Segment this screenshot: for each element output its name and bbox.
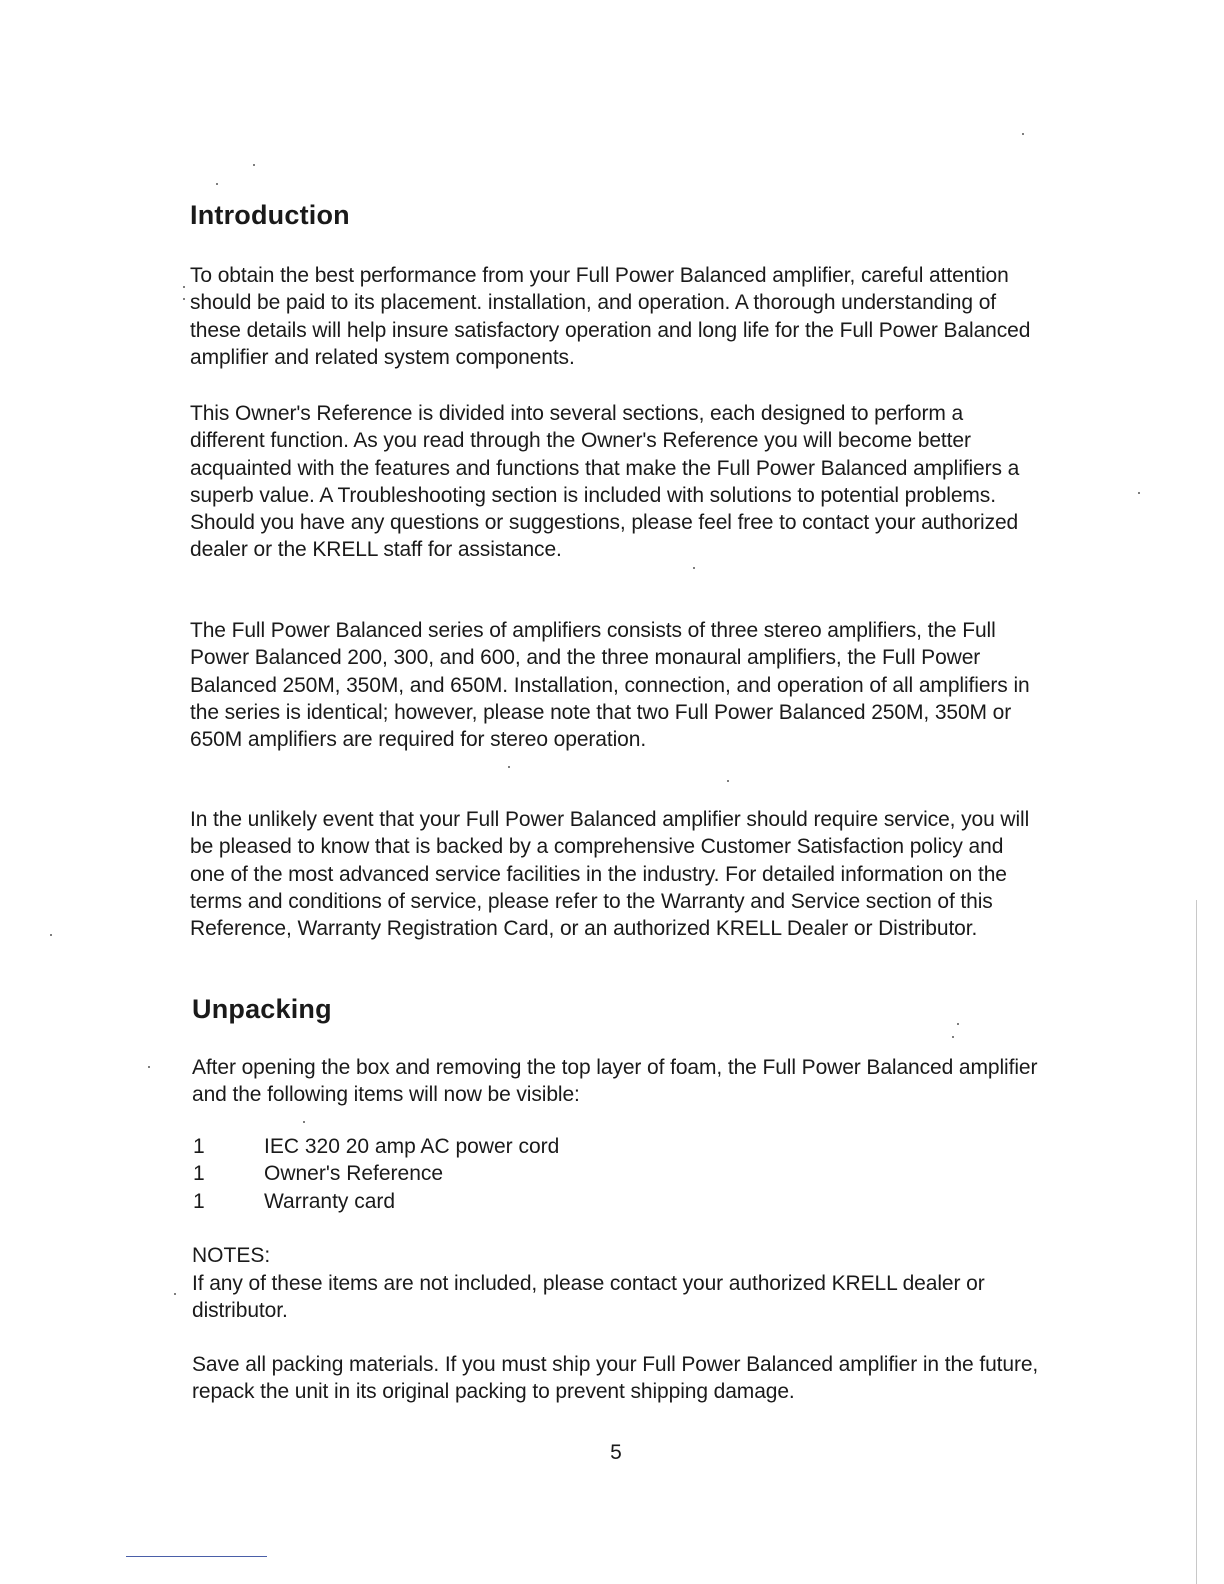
scan-speck [1022, 133, 1024, 135]
intro-paragraph-3: The Full Power Balanced series of amplifiers consists of three stereo amplifiers, the Full Power Balanced 200, 300, and 600, and the three monaural amplifiers, the Full Power Balanced 250M, 350M, and 650M. Installation, connection, and operation of all amplifiers in the series is identical; however, please note that two Full Power Balanced 250M, 350M or 650M amplifiers are required for stereo operation. [190, 619, 1030, 752]
scan-speck [693, 567, 695, 569]
list-item [193, 1160, 559, 1187]
scan-speck [174, 1293, 176, 1295]
item-label: IEC 320 20 amp AC power cord [264, 1135, 560, 1158]
notes-label: NOTES: [192, 1244, 271, 1267]
scan-speck [50, 934, 52, 936]
scan-speck [183, 298, 185, 300]
intro-paragraph-2: This Owner's Reference is divided into several sections, each designed to perform a different function. As you read through the Owner's Reference you will become better acquainted with the features and functions that make the Full Power Balanced amplifiers a superb value. A Troubleshooting section is included with solutions to potential problems. Should you have any questions or suggestions, please feel free to contact your authorized dealer or the KRELL staff for assistance. [190, 402, 1020, 562]
item-quantity: 1 [193, 1135, 205, 1158]
scan-speck [303, 1121, 305, 1123]
unpacking-heading: Unpacking [192, 994, 332, 1024]
scan-speck [216, 183, 218, 185]
scan-speck [727, 780, 729, 782]
packing-list [193, 1133, 559, 1215]
page-edge-line [1196, 900, 1197, 1584]
scan-speck [183, 286, 185, 288]
footer-rule [126, 1556, 267, 1557]
scan-speck [508, 766, 510, 768]
page-number: 5 [610, 1441, 622, 1464]
note-missing-items: If any of these items are not included, please contact your authorized KRELL dealer or distributor. [192, 1272, 985, 1323]
list-item [193, 1188, 559, 1215]
introduction-heading: Introduction [190, 200, 350, 230]
list-item [193, 1133, 559, 1160]
scan-speck [253, 164, 255, 166]
note-save-packing: Save all packing materials. If you must ship your Full Power Balanced amplifier in the future, repack the unit in its original packing to prevent shipping damage. [192, 1353, 1039, 1404]
intro-paragraph-1: To obtain the best performance from your Full Power Balanced amplifier, careful attention should be paid to its placement. installation, and operation. A thorough understanding of these details will help insure satisfactory operation and long life for the Full Power Balanced amplifier and related system components. [190, 264, 1031, 369]
scan-speck [1138, 492, 1140, 494]
item-quantity: 1 [193, 1189, 205, 1213]
item-quantity: 1 [193, 1162, 205, 1186]
unpacking-intro: After opening the box and removing the top layer of foam, the Full Power Balanced amplifier and the following items will now be visible: [192, 1056, 1038, 1107]
intro-paragraph-4: In the unlikely event that your Full Power Balanced amplifier should require service, you will be pleased to know that is backed by a comprehensive Customer Satisfaction policy and one of the most advanced service facilities in the industry. For detailed information on the terms and conditions of service, please refer to the Warranty and Service section of this Reference, Warranty Registration Card, or an authorized KRELL Dealer or Distributor. [190, 808, 1030, 941]
scan-speck [957, 1023, 959, 1025]
scan-speck [952, 1036, 954, 1038]
item-label: Owner's Reference [264, 1162, 444, 1186]
scan-speck [148, 1066, 150, 1068]
item-label: Warranty card [264, 1189, 396, 1213]
